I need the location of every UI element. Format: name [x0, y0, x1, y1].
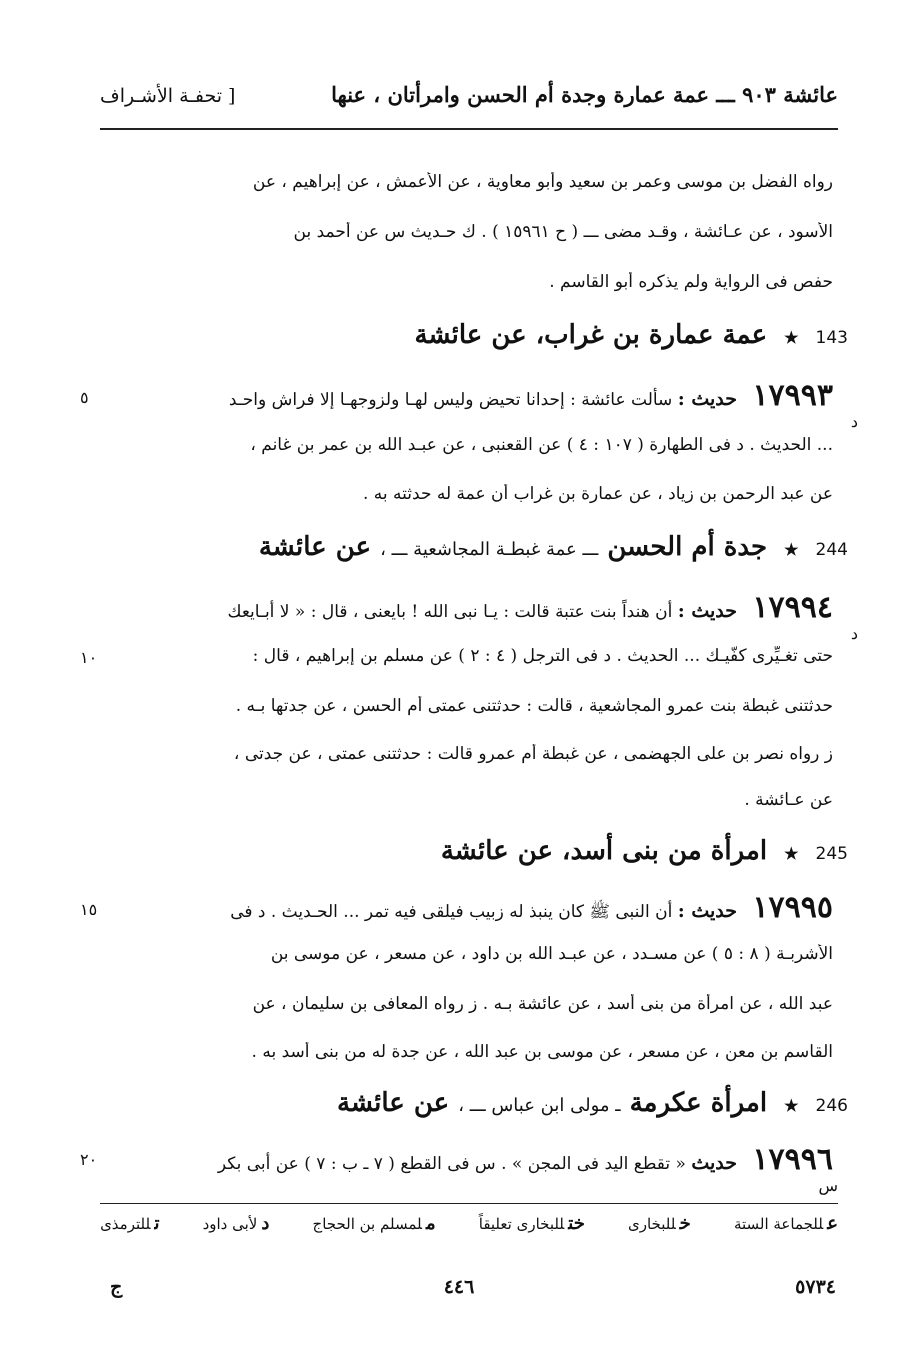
line-number-15: ١٥	[80, 900, 98, 919]
section-245-title: امرأة من بنى أسد، عن عائشة	[440, 836, 768, 866]
siglum-3: ملمسلم بن الحجاج	[312, 1213, 436, 1234]
line-number-10: ١٠	[80, 648, 98, 667]
hadith-17996-number: ١٧٩٩٦	[752, 1142, 833, 1177]
section-246-title: امرأة عكرمة	[629, 1088, 768, 1118]
hadith-17993-text-1: سألت عائشة : إحدانا تحيض وليس لهـا ولزوجهـا إلا فراش واحـد	[228, 390, 673, 410]
section-244-subtitle: ـــ عمة غبطـة المجاشعية ـــ ،	[380, 539, 599, 560]
hadith-17995-lead: حديث :	[677, 900, 738, 922]
hadith-17993-lead: حديث :	[677, 388, 738, 410]
siglum-0: عللجماعة الستة	[733, 1213, 838, 1234]
hadith-17994-number: ١٧٩٩٤	[752, 590, 833, 625]
intro-line-1: رواه الفضل بن موسى وعمر بن سعيد وأبو معاوية ، عن الأعمش ، عن إبراهيم ، عن	[252, 172, 833, 192]
intro-line-3: حفص فى الرواية ولم يذكره أبو القاسم .	[549, 272, 833, 292]
section-244-title: جدة أم الحسن	[607, 532, 768, 562]
intro-line-2: الأسود ، عن عـائشة ، وقـد مضى ـــ ( ح ١٥٩٦١ ) . ك حـديث س عن أحمد بن	[293, 222, 833, 242]
hadith-17993-number: ١٧٩٩٣	[752, 378, 833, 413]
section-244-number: 244	[815, 540, 848, 560]
star-icon: ★	[784, 1096, 799, 1115]
footer-rule	[100, 1203, 838, 1204]
hadith-17996-text-1: « تقطع اليد فى المجن » . س فى القطع ( ٧ ـ ب : ٧ ) عن أبى بكر	[217, 1154, 686, 1174]
page-number: ٤٤٦	[443, 1276, 475, 1298]
hadith-17994-line-2: حتى تغـيِّرى كفَّيـك ... الحديث . د فى الترجل ( ٤ : ٢ ) عن مسلم بن إبراهيم ، قال :	[252, 646, 833, 666]
hadith-17994-text-1: أن هنداً بنت عتبة قالت : يـا نبى الله ! بايعنى ، قال : « لا أبـايعك	[227, 602, 673, 622]
siglum-2: ختللبخارى تعليقاً	[478, 1213, 585, 1234]
section-246-subtitle: ـ مولى ابن عباس ـــ ،	[458, 1095, 621, 1116]
running-head-title: عائشة ٩٠٣ ـــ عمة عمارة وجدة أم الحسن وامرأتان ، عنها	[331, 82, 838, 107]
section-246-number: 246	[815, 1096, 848, 1116]
siglum-1: خللبخارى	[627, 1213, 691, 1234]
line-number-20: ٢٠	[80, 1150, 98, 1169]
hadith-17995-line-3: عبد الله ، عن امرأة من بنى أسد ، عن عائشة بـه . ز رواه المعافى بن سليمان ، عن	[252, 994, 833, 1014]
hadith-17996-margin-siglum: س	[818, 1176, 838, 1195]
hadith-17995-line-1	[95, 890, 833, 926]
hadith-17994-line-4: ز رواه نصر بن على الجهضمى ، عن غبطة أم عمرو قالت : حدثتنى عمتى ، عن جدتى ،	[233, 744, 833, 764]
section-245-number: 245	[815, 844, 848, 864]
running-head-book: [ تحفـة الأشـراف	[100, 85, 236, 107]
hadith-17993-line-1	[95, 378, 833, 413]
running-head	[100, 82, 838, 107]
hadith-17993-line-2: ... الحديث . د فى الطهارة ( ١٠٧ : ٤ ) عن القعنبى ، عن عبـد الله بن عمر بن غانم ،	[250, 435, 833, 455]
hadith-17993-margin-siglum: د	[850, 412, 858, 431]
star-icon: ★	[784, 328, 799, 347]
folio-number-right: ٥٧٣٤	[795, 1276, 836, 1298]
star-icon: ★	[784, 540, 799, 559]
hadith-17995-text-1: أن النبى ﷺ كان ينبذ له زبيب فيلقى فيه تمر ... الحـديث . د فى	[230, 902, 673, 922]
section-246-heading	[95, 1088, 848, 1118]
hadith-17993-line-3: عن عبد الرحمن بن زياد ، عن عمارة بن غراب أن عمة له حدثته به .	[362, 484, 833, 504]
line-number-5: ٥	[80, 388, 89, 407]
siglum-4: دلأبى داود	[202, 1213, 270, 1234]
section-143-title: عمة عمارة بن غراب، عن عائشة	[414, 320, 768, 350]
header-rule	[100, 128, 838, 130]
sigla-key	[100, 1213, 838, 1234]
section-246-title-end: عن عائشة	[337, 1088, 450, 1118]
hadith-17994-line-1	[95, 590, 833, 625]
hadith-17994-line-5: عن عـائشة .	[744, 790, 833, 810]
siglum-5: تللترمذى	[100, 1213, 160, 1234]
hadith-17995-line-2: الأشربـة ( ٨ : ٥ ) عن مسـدد ، عن عبـد الله بن داود ، عن مسعر ، عن موسى بن	[270, 944, 833, 964]
hadith-17994-line-3: حدثتنى غبطة بنت عمرو المجاشعية ، قالت : حدثتنى عمتى أم الحسن ، عن جدتها بـه .	[235, 696, 833, 716]
section-143-heading	[95, 320, 848, 350]
section-244-title-end: عن عائشة	[258, 532, 372, 562]
hadith-17995-number: ١٧٩٩٥	[752, 890, 833, 925]
section-244-heading	[95, 532, 848, 562]
hadith-17994-margin-siglum: د	[850, 624, 858, 643]
star-icon: ★	[784, 844, 799, 863]
hadith-17994-lead: حديث :	[677, 600, 738, 622]
hadith-17996-lead: حديث	[691, 1152, 738, 1174]
section-245-heading	[95, 836, 848, 866]
section-143-number: 143	[815, 328, 848, 348]
folio-letter-left: ج	[110, 1276, 123, 1298]
hadith-17995-line-4: القاسم بن معن ، عن مسعر ، عن موسى بن عبد الله ، عن جدة له من بنى أسد به .	[251, 1042, 833, 1062]
hadith-17996-line-1	[95, 1142, 833, 1177]
